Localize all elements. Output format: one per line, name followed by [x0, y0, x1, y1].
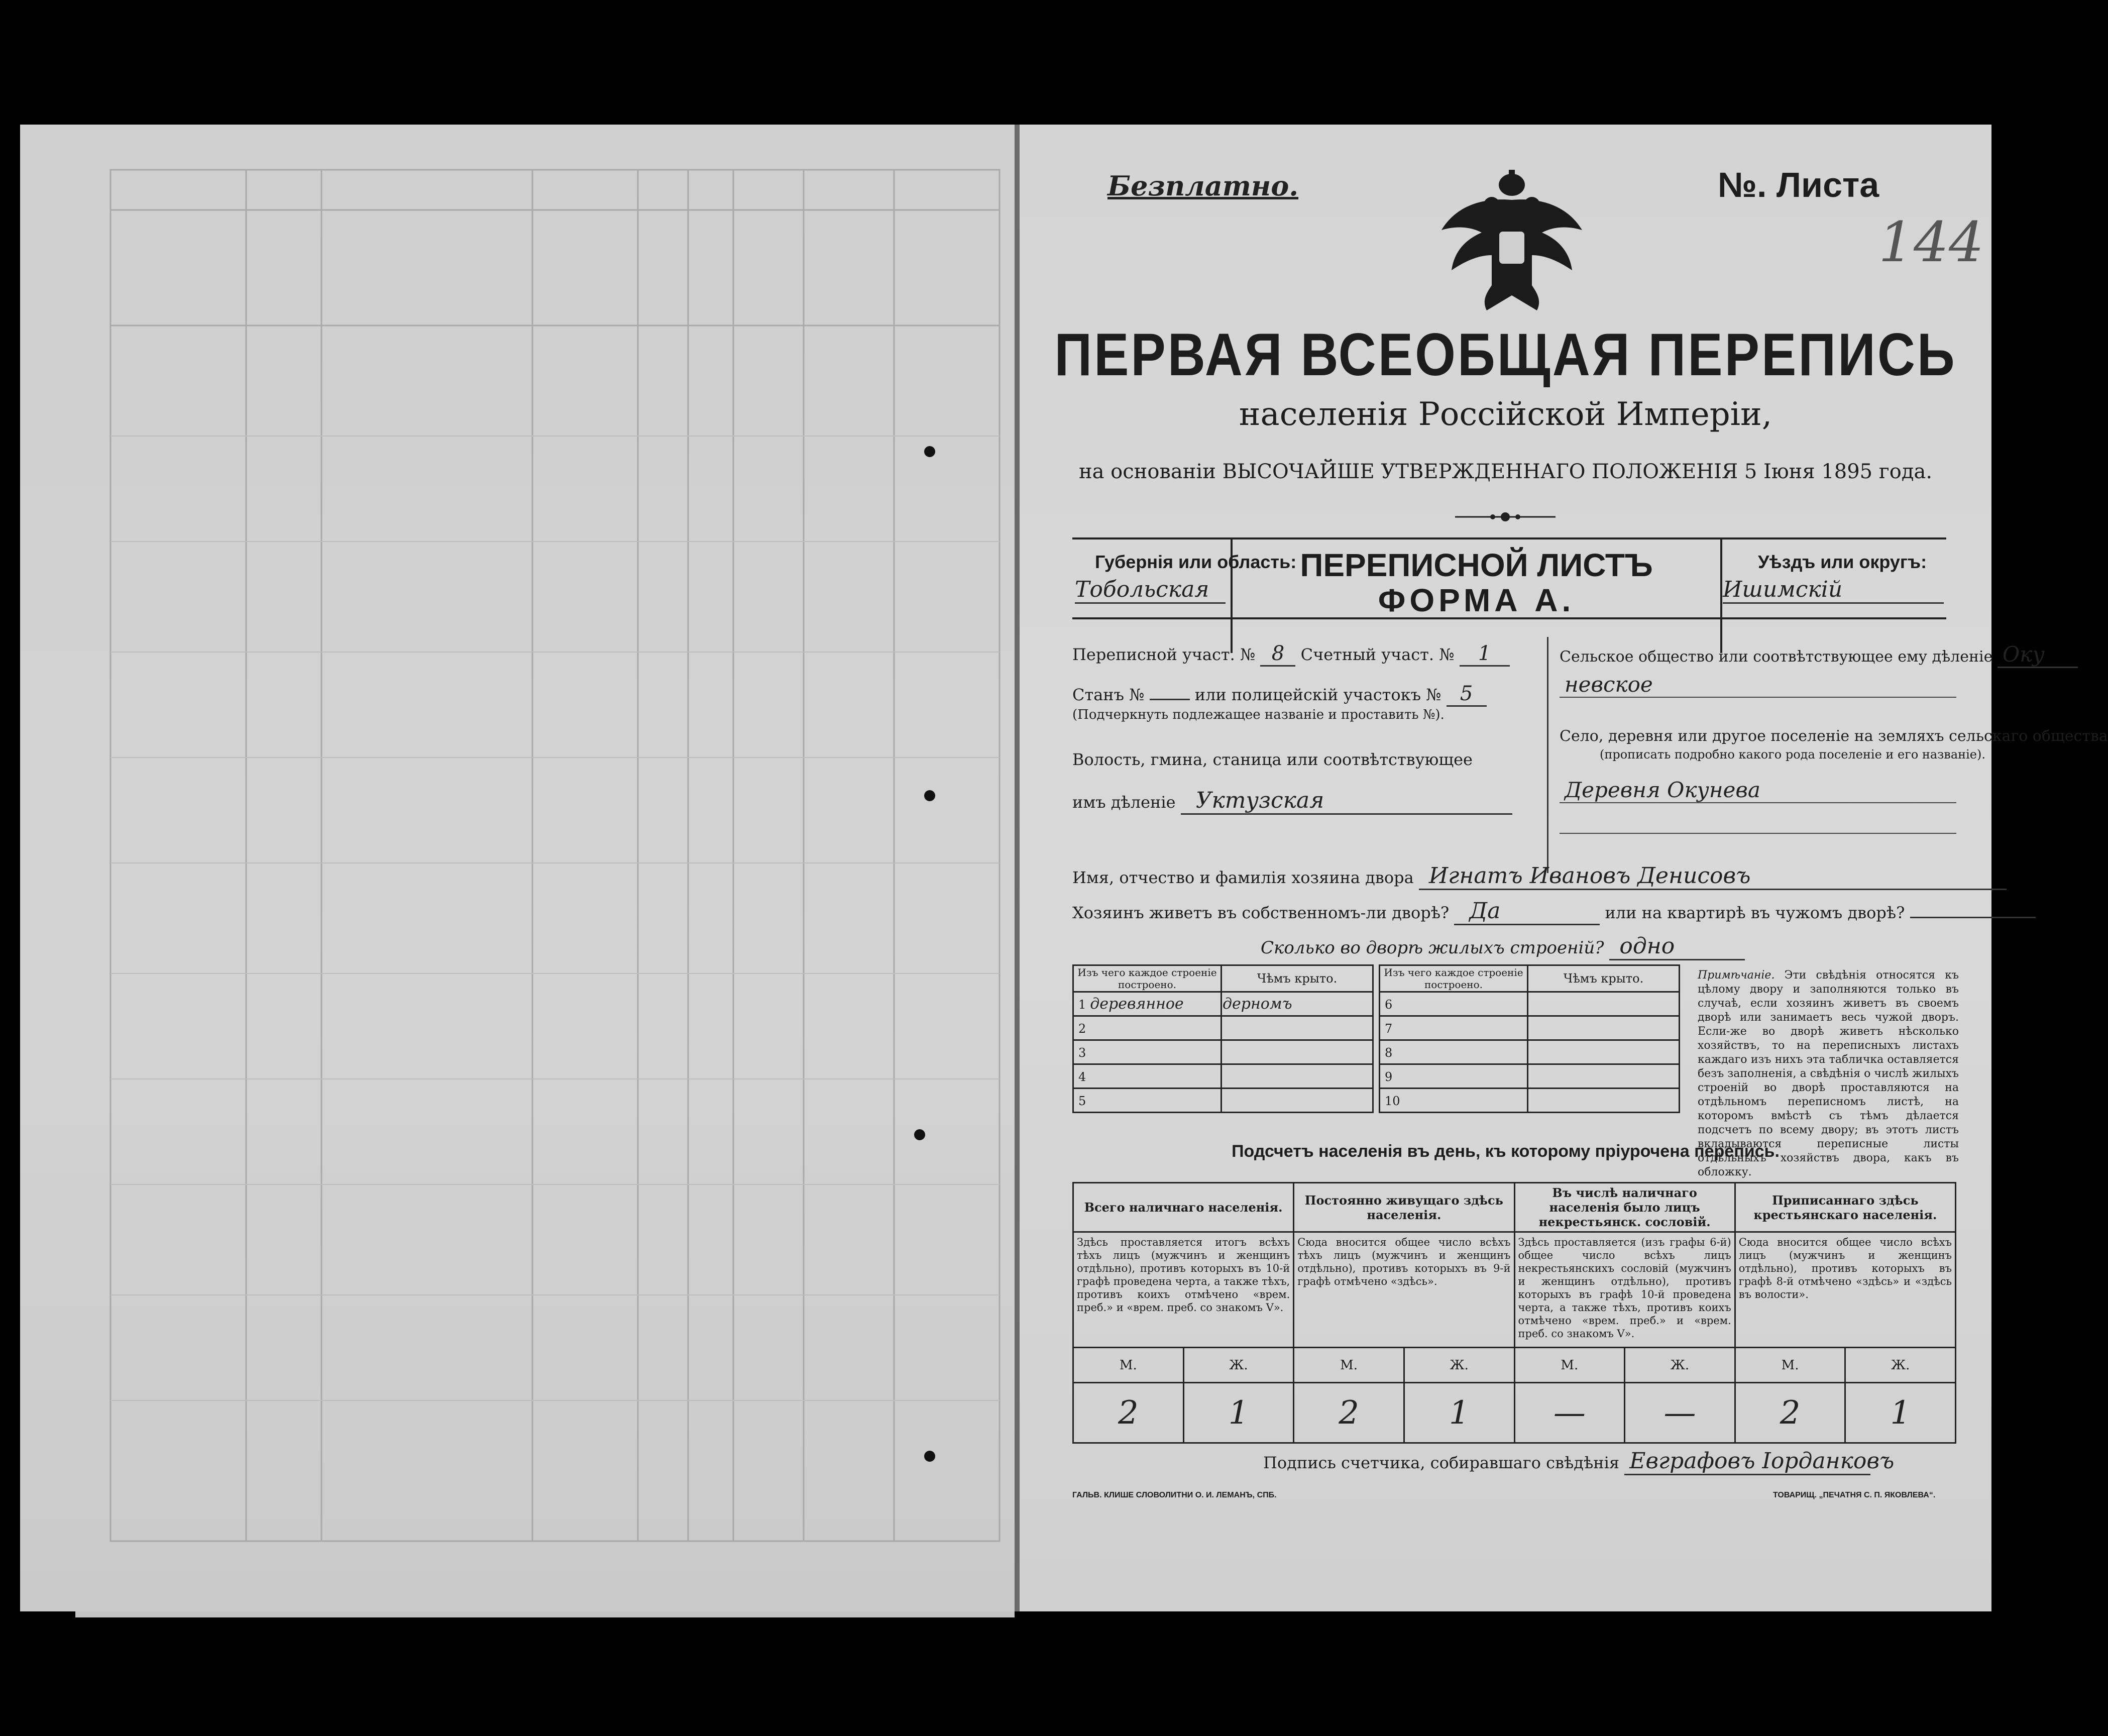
population-sex-row — [1073, 1348, 1956, 1383]
footer-left-imprint: ГАЛЬВ. КЛИШЕ СЛОВОЛИТНИ О. И. ЛЕМАНЪ, СПБ. — [1072, 1491, 1277, 1499]
buildings-row — [1261, 933, 1745, 960]
buildings-material-header: Изъ чего каждое строеніе построено. — [1073, 965, 1222, 992]
building-roof — [1528, 1064, 1680, 1089]
building-number: 2 — [1078, 1022, 1086, 1036]
male-label: М. — [1294, 1348, 1404, 1383]
binding-hole — [924, 446, 935, 457]
village-value: Деревня Окунева — [1560, 778, 1956, 803]
province-value: Тобольская — [1075, 577, 1226, 604]
female-count: 1 — [1404, 1383, 1514, 1443]
building-row — [1073, 1040, 1373, 1064]
building-material — [1392, 1043, 1396, 1061]
owner-label: Имя, отчество и фамилія хозяина двора — [1072, 868, 1414, 887]
population-col-description: Сюда вносится общее число всѣхъ тѣхъ лицъ (мужчинъ и женщинъ отдѣльно), противъ которыхъ въ 9-й графѣ отмѣчено «здѣсь». — [1294, 1232, 1514, 1348]
left-page-grid — [20, 125, 1015, 1611]
own-yard-value: Да — [1454, 898, 1600, 925]
male-count: 2 — [1073, 1383, 1184, 1443]
form-main-title: ПЕРВАЯ ВСЕОБЩАЯ ПЕРЕПИСЬ — [1054, 321, 1957, 389]
population-table — [1072, 1182, 1956, 1444]
fields-divider — [1547, 637, 1548, 873]
building-material-cell — [1073, 1089, 1222, 1113]
binding-hole — [914, 1129, 925, 1140]
building-number: 6 — [1385, 998, 1393, 1012]
signature-value: Евграфовъ Іорданковъ — [1624, 1448, 1870, 1475]
buildings-table-right — [1379, 964, 1680, 1113]
building-material — [1392, 995, 1396, 1013]
building-roof — [1528, 1089, 1680, 1113]
building-number: 3 — [1078, 1046, 1086, 1060]
rural-society-label: Сельское общество или соотвѣтствующее ему дѣленіе — [1560, 648, 1993, 666]
female-label: Ж. — [1404, 1348, 1514, 1383]
rent-label: или на квартирѣ въ чужомъ дворѣ? — [1605, 903, 1905, 922]
population-col-header: Постоянно живущаго здѣсь населенія. — [1294, 1183, 1514, 1232]
population-values-row — [1073, 1383, 1956, 1443]
building-roof: дерномъ — [1222, 992, 1373, 1016]
building-material-cell — [1073, 992, 1222, 1016]
population-col-description: Здѣсь проставляется (изъ графы 6-й) общее число всѣхъ лицъ некрестьянскихъ сословій (мужчинъ и женщинъ отдѣльно), противъ которыхъ въ графѣ 10-й проведена черта, а также тѣхъ, противъ коихъ отмѣчено «врем. преб.» и «врем. преб. со знакомъ V». — [1514, 1232, 1735, 1348]
left-page-reverse-grid — [20, 125, 1015, 1611]
sheet-number-handwritten: 144 — [1878, 210, 1984, 274]
building-material — [1086, 1019, 1090, 1037]
male-label: М. — [1073, 1348, 1184, 1383]
volost-value: Уктузская — [1181, 788, 1512, 815]
building-roof — [1222, 1064, 1373, 1089]
building-row — [1073, 1089, 1373, 1113]
building-roof — [1222, 1040, 1373, 1064]
building-number: 5 — [1078, 1094, 1086, 1108]
police-section-label: или полицейскій участокъ № — [1194, 685, 1441, 704]
stan-label: Станъ № — [1072, 685, 1145, 704]
province-label: Губернія или область: — [1095, 552, 1297, 572]
building-material — [1400, 1092, 1404, 1109]
footer-right-imprint: ТОВАРИЩ. „ПЕЧАТНЯ С. П. ЯКОВЛЕВА“. — [1773, 1491, 1936, 1499]
form-name-line1: ПЕРЕПИСНОЙ ЛИСТЪ — [1300, 547, 1653, 583]
building-material-cell — [1380, 1016, 1528, 1040]
building-material-cell — [1380, 1089, 1528, 1113]
rent-blank — [1910, 917, 2036, 918]
building-roof — [1528, 1040, 1680, 1064]
note-text: Эти свѣдѣнія относятся къ цѣлому двору и заполняются только въ случаѣ, если хозяинъ живетъ въ своемъ дворѣ или занимаетъ весь чужой дворъ. Если-же во дворѣ живетъ нѣсколько хозяйствъ, то на переписныхъ листахъ каждаго изъ нихъ эта табличка оставляется безъ заполненія, а свѣдѣнія о числѣ жилыхъ строеній во дворѣ проставляются на отдѣльномъ переписномъ листѣ, на которомъ вмѣстѣ съ тѣмъ дѣлается подсчетъ по всему двору; въ этотъ листъ вкладываются переписные листы отдѣльныхъ хозяйствъ двора, какъ въ обложку. — [1698, 969, 1959, 1178]
building-material-cell — [1073, 1016, 1222, 1040]
building-material — [1086, 1043, 1090, 1061]
buildings-material-header: Изъ чего каждое строеніе построено. — [1380, 965, 1528, 992]
owner-value: Игнатъ Ивановъ Денисовъ — [1419, 863, 2007, 890]
sheet-number-label: №. Листа — [1718, 165, 1879, 204]
census-form-page — [1015, 125, 2108, 1611]
district-value: Ишимскій — [1723, 577, 1944, 604]
own-yard-row — [1072, 898, 1956, 925]
form-legal-basis: на основаніи ВЫСОЧАЙШЕ УТВЕРЖДЕННАГО ПОЛОЖЕНІЯ 5 Іюня 1895 года. — [1078, 460, 1933, 483]
count-section-label: Счетный участ. № — [1300, 645, 1455, 664]
population-col-description: Здѣсь проставляется итогъ всѣхъ тѣхъ лицъ (мужчинъ и женщинъ отдѣльно), противъ которыхъ въ 10-й графѣ проведена черта, а также тѣхъ, противъ коихъ отмѣчено «врем. преб.» и «врем. преб. со знакомъ V». — [1073, 1232, 1294, 1348]
buildings-roof-header: Чѣмъ крыто. — [1528, 965, 1680, 992]
population-col-header: Приписаннаго здѣсь крестьянскаго населенія. — [1735, 1183, 1955, 1232]
signature-row — [1263, 1448, 1895, 1475]
building-roof — [1222, 1016, 1373, 1040]
building-row — [1073, 1064, 1373, 1089]
buildings-roof-header: Чѣмъ крыто. — [1222, 965, 1373, 992]
building-row — [1073, 992, 1373, 1016]
building-roof — [1222, 1089, 1373, 1113]
district-label: Уѣздъ или округъ: — [1758, 552, 1927, 572]
population-col-header: Всего наличнаго населенія. — [1073, 1183, 1294, 1232]
census-section-label: Переписной участ. № — [1072, 645, 1256, 664]
binding-hole — [924, 790, 935, 801]
building-number: 8 — [1385, 1046, 1393, 1060]
building-row — [1380, 1016, 1680, 1040]
volost-label: Волость, гмина, станица или соотвѣтствующее — [1072, 750, 1473, 769]
building-row — [1073, 1016, 1373, 1040]
building-material — [1086, 1067, 1090, 1085]
building-material-cell — [1380, 992, 1528, 1016]
building-material-cell — [1380, 1064, 1528, 1089]
male-label: М. — [1514, 1348, 1625, 1383]
building-number: 4 — [1078, 1070, 1086, 1084]
building-number: 9 — [1385, 1070, 1393, 1084]
free-label: Безплатно. — [1107, 170, 1299, 202]
buildings-label: Сколько во дворѣ жилыхъ строеній? — [1261, 938, 1604, 958]
police-section-value: 5 — [1447, 682, 1487, 707]
male-label: М. — [1735, 1348, 1845, 1383]
census-section-value: 8 — [1260, 642, 1295, 667]
buildings-table-left — [1072, 964, 1374, 1113]
building-number: 7 — [1385, 1022, 1393, 1036]
building-material-cell — [1073, 1040, 1222, 1064]
population-title: Подсчетъ населенія въ день, къ которому пріурочена перепись. — [1232, 1142, 1780, 1161]
male-count: — — [1514, 1383, 1625, 1443]
female-label: Ж. — [1183, 1348, 1294, 1383]
buildings-value: одно — [1609, 933, 1745, 960]
signature-label: Подпись счетчика, собиравшаго свѣдѣнія — [1263, 1453, 1620, 1472]
stan-blank — [1150, 699, 1190, 700]
building-material-cell — [1073, 1064, 1222, 1089]
building-material-cell — [1380, 1040, 1528, 1064]
building-row — [1380, 1064, 1680, 1089]
village-label: Село, деревня или другое поселеніе на земляхъ сельскаго общества — [1560, 727, 2108, 745]
building-material — [1392, 1067, 1396, 1085]
village-instruction: (прописать подробно какого рода поселеніе и его названіе). — [1600, 747, 1985, 762]
building-row — [1380, 1089, 1680, 1113]
form-name-line2: ФОРМА А. — [1378, 582, 1575, 618]
building-material — [1086, 1092, 1090, 1109]
binding-hole — [924, 1451, 935, 1462]
band-divider-right — [1720, 537, 1722, 653]
ornament-divider — [1455, 509, 1556, 524]
male-count: 2 — [1294, 1383, 1404, 1443]
underline-instruction: (Подчеркнуть подлежащее названіе и проставить №). — [1072, 707, 1445, 722]
rural-society-value: Оку — [1998, 642, 2078, 668]
female-count: 1 — [1845, 1383, 1956, 1443]
building-roof — [1528, 1016, 1680, 1040]
building-row — [1380, 1040, 1680, 1064]
note-lead: Примѣчаніе. — [1698, 969, 1775, 982]
building-number: 10 — [1385, 1094, 1400, 1108]
female-count: — — [1625, 1383, 1735, 1443]
male-count: 2 — [1735, 1383, 1845, 1443]
building-roof — [1528, 992, 1680, 1016]
population-col-header: Въ числѣ наличнаго населенія было лицъ некрестьянск. сословій. — [1514, 1183, 1735, 1232]
population-header-row — [1073, 1183, 1956, 1232]
count-section-value: 1 — [1460, 642, 1510, 667]
building-row — [1380, 992, 1680, 1016]
volost-label-2: имъ дѣленіе — [1072, 793, 1176, 812]
female-count: 1 — [1183, 1383, 1294, 1443]
building-material: деревянное — [1090, 995, 1184, 1013]
population-col-description: Сюда вносится общее число всѣхъ лицъ (мужчинъ и женщинъ отдѣльно), противъ которыхъ въ графѣ 8-й отмѣчено «здѣсь» и «здѣсь въ волости». — [1735, 1232, 1955, 1348]
female-label: Ж. — [1845, 1348, 1956, 1383]
village-blank-line — [1560, 828, 1956, 834]
building-number: 1 — [1078, 998, 1086, 1012]
population-description-row — [1073, 1232, 1956, 1348]
owner-row — [1072, 863, 1956, 890]
double-headed-eagle-icon — [1436, 170, 1587, 317]
own-yard-label: Хозяинъ живетъ въ собственномъ-ли дворѣ? — [1072, 903, 1450, 922]
female-label: Ж. — [1625, 1348, 1735, 1383]
rural-society-value-cont: невское — [1560, 672, 1956, 698]
building-material — [1392, 1019, 1396, 1037]
form-subtitle: населенія Россійской Имперіи, — [1239, 396, 1772, 433]
